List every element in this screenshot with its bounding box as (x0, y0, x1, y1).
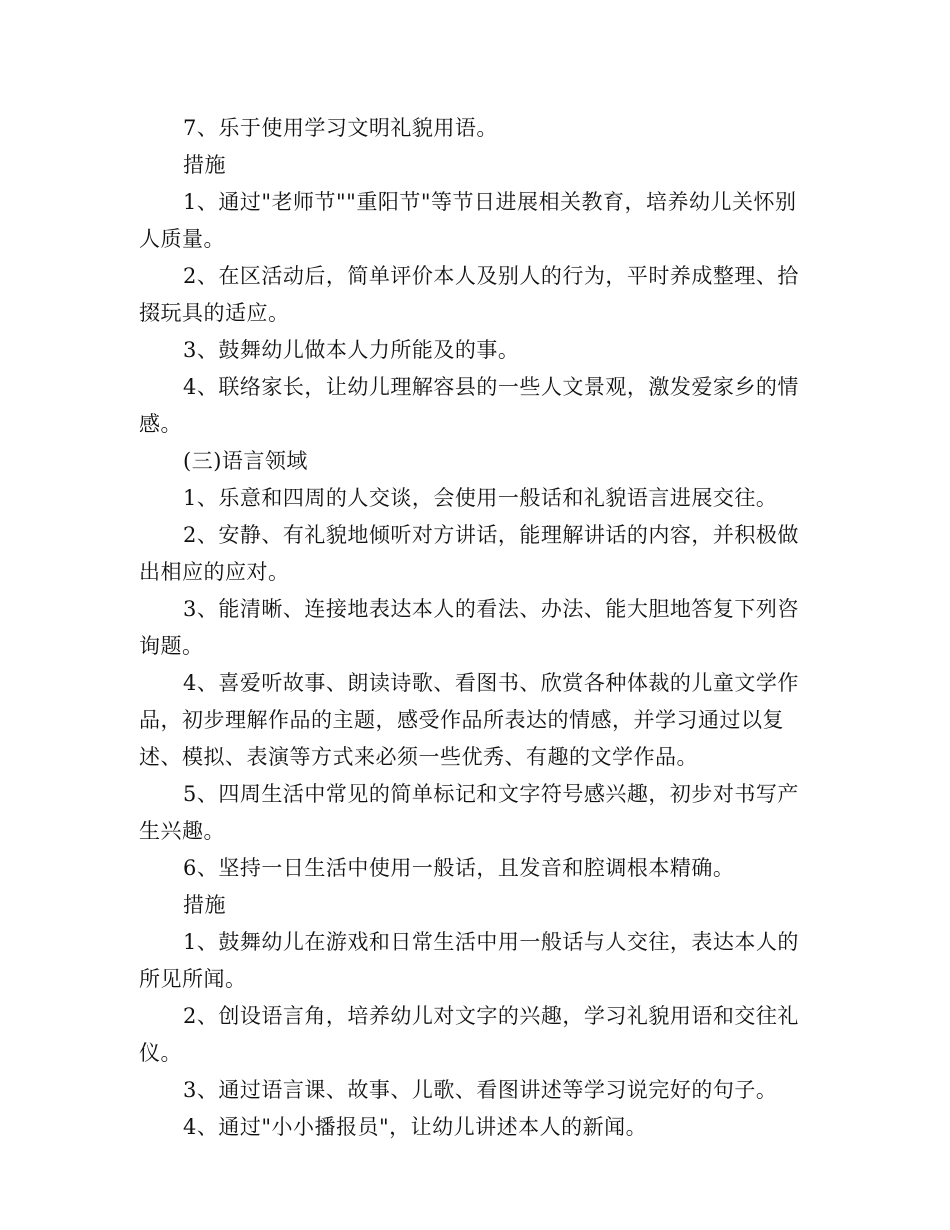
paragraph: 5、四周生活中常见的简单标记和文字符号感兴趣，初步对书写产生兴趣。 (139, 782, 799, 843)
paragraph: 1、通过"老师节""重阳节"等节日进展相关教育，培养幼儿关怀别人质量。 (139, 190, 797, 251)
section-heading: 措施 (183, 893, 226, 917)
paragraph: 2、安静、有礼貌地倾听对方讲话，能理解讲话的内容，并积极做出相应的应对。 (139, 523, 799, 584)
section-heading: (三)语言领域 (183, 449, 308, 473)
paragraph: 7、乐于使用学习文明礼貌用语。 (183, 116, 498, 140)
paragraph: 2、创设语言角，培养幼儿对文字的兴趣，学习礼貌用语和交往礼仪。 (139, 1004, 799, 1065)
document-body (139, 110, 815, 1146)
section-heading: 措施 (183, 153, 226, 177)
paragraph: 3、通过语言课、故事、儿歌、看图讲述等学习说完好的句子。 (183, 1078, 778, 1102)
paragraph: 4、联络家长，让幼儿理解容县的一些人文景观，激发爱家乡的情感。 (139, 375, 799, 436)
paragraph: 1、鼓舞幼儿在游戏和日常生活中用一般话与人交往，表达本人的所见所闻。 (139, 930, 799, 991)
paragraph: 4、喜爱听故事、朗读诗歌、看图书、欣赏各种体裁的儿童文学作品，初步理解作品的主题，感受作品所表达的情感，并学习通过以复述、模拟、表演等方式来必须一些优秀、有趣的文学作品。 (139, 671, 799, 769)
paragraph: 1、乐意和四周的人交谈，会使用一般话和礼貌语言进展交往。 (183, 486, 778, 510)
paragraph: 4、通过"小小播报员"，让幼儿讲述本人的新闻。 (183, 1115, 648, 1139)
paragraph: 6、坚持一日生活中使用一般话，且发音和腔调根本精确。 (183, 856, 735, 880)
paragraph: 2、在区活动后，简单评价本人及别人的行为，平时养成整理、拾掇玩具的适应。 (139, 264, 799, 325)
paragraph: 3、鼓舞幼儿做本人力所能及的事。 (183, 338, 520, 362)
paragraph: 3、能清晰、连接地表达本人的看法、办法、能大胆地答复下列咨询题。 (139, 597, 799, 658)
